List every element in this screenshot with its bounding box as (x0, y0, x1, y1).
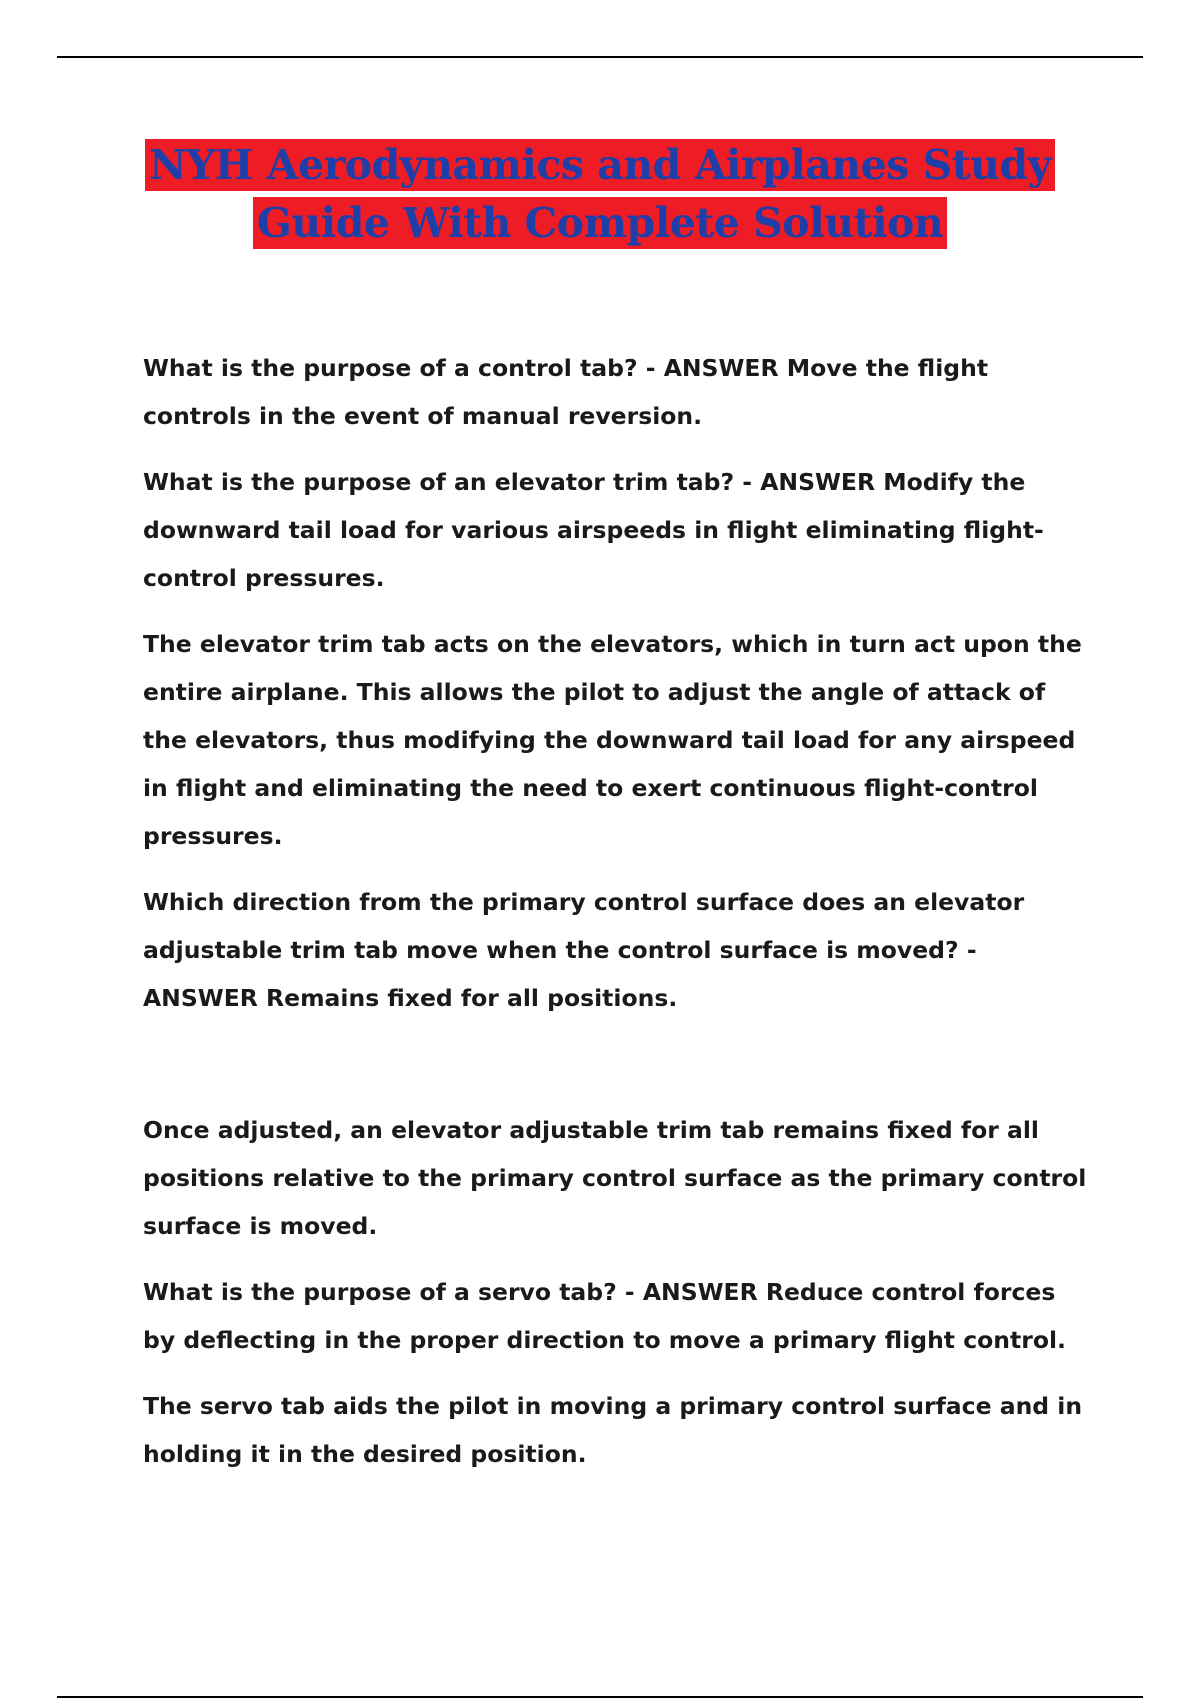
footer-rule (57, 1696, 1143, 1698)
header-rule (57, 56, 1143, 58)
explanation-servo-tab: The servo tab aids the pilot in moving a primary control surface and in holding it in the desired position. (143, 1392, 1083, 1468)
explanation-elevator-trim-tab: The elevator trim tab acts on the elevators, which in turn act upon the entire airplane. This allows the pilot to adjust the angle of attack of the elevators, thus modifying the downward tail load for any airspeed in flight and eliminating the need to exert continuous flight-control pressures. (143, 630, 1082, 850)
title-line-1: NYH Aerodynamics and Airplanes Study (145, 139, 1055, 191)
explanation-adjustable-trim-tab: Once adjusted, an elevator adjustable trim tab remains fixed for all positions relative to the primary control surface as the primary control surface is moved. (143, 1116, 1087, 1240)
document-body (143, 344, 1093, 1496)
qa-control-tab: What is the purpose of a control tab? - ANSWER Move the flight controls in the event of manual reversion. (143, 354, 989, 430)
qa-servo-tab: What is the purpose of a servo tab? - ANSWER Reduce control forces by deflecting in the proper direction to move a primary flight control. (143, 1278, 1066, 1354)
qa-elevator-trim-tab: What is the purpose of an elevator trim tab? - ANSWER Modify the downward tail load for various airspeeds in flight eliminating flight-control pressures. (143, 468, 1044, 592)
title-line-2: Guide With Complete Solution (253, 197, 947, 249)
qa-adjustable-trim-tab: Which direction from the primary control surface does an elevator adjustable trim tab move when the control surface is moved? - ANSWER Remains fixed for all positions. (143, 888, 1025, 1012)
document-title (0, 136, 1200, 252)
